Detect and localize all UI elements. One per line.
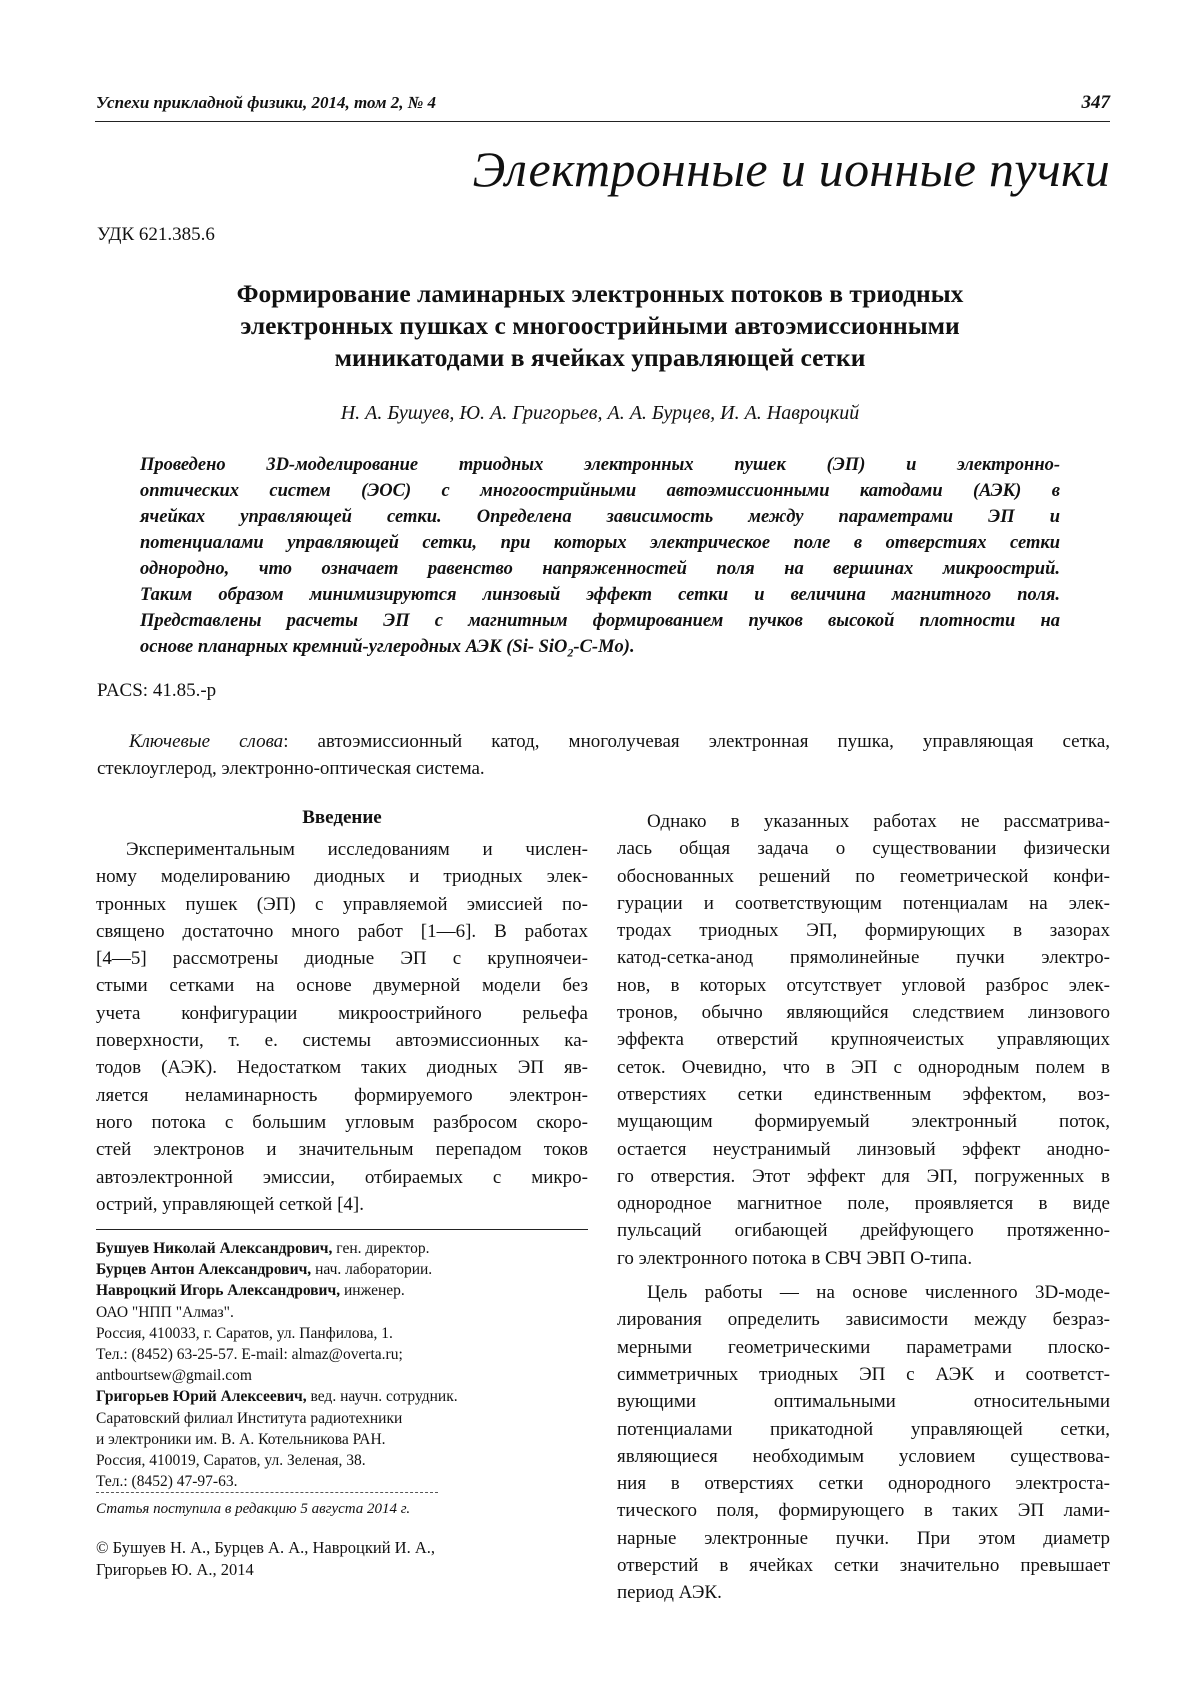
left-column — [96, 808, 588, 1218]
abstract-line: основе планарных кремний-углеродных АЭК (Si- SiO$_2$-C-Mo). — [140, 637, 635, 660]
body-line: катод-сетка-анод прямолинейные пучки электро- — [617, 947, 1110, 969]
body-line: автоэлектронной эмиссии, отбираемых с микро- — [96, 1166, 588, 1188]
body-line: тродах триодных ЭП, формирующих в зазорах — [617, 920, 1110, 942]
pacs-code: PACS: 41.85.-p — [97, 680, 217, 701]
body-line: мущающим формируемый электронный поток, — [617, 1111, 1110, 1133]
body-line: потенциалами прикатодной управляющей сетки, — [617, 1418, 1110, 1440]
abstract-line: однородно, что означает равенство напряженностей поля на вершинах микроострий. — [140, 559, 1060, 579]
body-line: ляется неламинарность формируемого электрон- — [96, 1084, 588, 1106]
abstract-line: потенциалами управляющей сетки, при которых электрическое поле в отверстиях сетки — [140, 533, 1060, 553]
body-line: остается неустранимый линзовый эффект анодно- — [617, 1138, 1110, 1160]
body-line: ному моделированию диодных и триодных элек- — [96, 866, 588, 888]
udk-code: УДК 621.385.6 — [97, 224, 215, 245]
authors: Н. А. Бушуев, Ю. А. Григорьев, А. А. Бурцев, И. А. Навроцкий — [340, 402, 860, 424]
abstract-line: Представлены расчеты ЭП с магнитным формированием пучков высокой плотности на — [140, 611, 1060, 631]
intro-heading: Введение — [302, 807, 382, 828]
body-line: являющиеся необходимым условием существова- — [617, 1445, 1110, 1467]
body-line: го электронного потока в СВЧ ЭВП О-типа. — [617, 1247, 973, 1269]
abstract-line: ячейках управляющей сетки. Определена зависимость между параметрами ЭП и — [140, 507, 1060, 527]
body-line: отверстий в ячейках сетки значительно превышает — [617, 1555, 1110, 1577]
body-line: священо достаточно много работ [1—6]. В работах — [96, 920, 588, 942]
received-divider — [96, 1492, 438, 1493]
section-title: Электронные и ионные пучки — [472, 141, 1110, 197]
footnote-rule — [96, 1229, 588, 1230]
body-line: вующими оптимальными относительными — [617, 1391, 1110, 1413]
body-line: гурации и соответствующим потенциалам на элек- — [617, 892, 1110, 914]
received-date: Статья поступила в редакцию 5 августа 2014 г. — [96, 1501, 411, 1517]
body-line: Цель работы — на основе численного 3D-моде- — [647, 1282, 1110, 1304]
abstract — [140, 452, 1060, 666]
body-line: Экспериментальным исследованиям и числен- — [126, 839, 588, 860]
body-line: период АЭК. — [617, 1582, 722, 1604]
right-column — [617, 808, 1110, 1607]
abstract-line: оптических систем (ЭОС) с многоострийными автоэмиссионными катодами (АЭК) в — [140, 481, 1060, 501]
body-line: обоснованных решений по геометрической конфи- — [617, 865, 1110, 887]
body-line: тронных пушек (ЭП) с управляемой эмиссией по- — [96, 893, 588, 915]
title-line: Формирование ламинарных электронных потоков в триодных — [236, 279, 964, 308]
body-line: пульсаций огибающей дрейфующего протяженно- — [617, 1220, 1110, 1242]
body-line: учета конфигурации микроострийного рельефа — [96, 1002, 588, 1024]
title-line: миникатодами в ячейках управляющей сетки — [334, 343, 866, 372]
abstract-line: Таким образом минимизируются линзовый эффект сетки и величина магнитного поля. — [140, 585, 1060, 605]
body-line: отверстиях сетки единственным эффектом, воз- — [617, 1083, 1110, 1105]
journal-header: Успехи прикладной физики, 2014, том 2, № 4 — [96, 93, 437, 112]
copyright: © Бушуев Н. А., Бурцев А. А., Навроцкий И. А., Григорьев Ю. А., 2014 — [96, 1538, 435, 1579]
body-line: поверхности, т. е. системы автоэмиссионных ка- — [96, 1030, 588, 1052]
title-line: электронных пушках с многоострийными автоэмиссионными — [240, 311, 960, 340]
body-line: нарные электронные пучки. При этом диаметр — [617, 1527, 1110, 1549]
body-line: го отверстия. Этот эффект для ЭП, погруженных в — [617, 1165, 1110, 1187]
body-line: однородное магнитное поле, проявляется в виде — [617, 1193, 1110, 1215]
abstract-line: Проведено 3D-моделирование триодных электронных пушек (ЭП) и электронно- — [140, 455, 1060, 475]
keywords-label: Ключевые слова — [129, 731, 284, 752]
article-title — [100, 278, 1100, 374]
body-line: Однако в указанных работах не рассматрива- — [647, 811, 1110, 832]
keywords: Ключевые слова: автоэмиссионный катод, многолучевая электронная пушка, управляющая сетка, стеклоуглерод, электронно-оптическая система. — [97, 731, 1111, 779]
body-line: ния в отверстиях сетки однородного электроста- — [617, 1473, 1110, 1495]
body-line: эффекта отверстий крупноячеистых управляющих — [617, 1029, 1110, 1051]
body-line: стыми сетками на основе двумерной модели без — [96, 975, 588, 997]
body-line: острий, управляющей сеткой [4]. — [96, 1193, 364, 1215]
body-line: тического поля, формирующего в таких ЭП лами- — [617, 1500, 1110, 1522]
body-line: тронов, обычно являющийся следствием линзового — [617, 1002, 1110, 1024]
body-line: [4—5] рассмотрены диодные ЭП с крупноячеи- — [96, 948, 588, 970]
body-line: лась общая задача о существовании физически — [617, 838, 1110, 860]
body-line: нов, в которых отсутствует угловой разброс элек- — [617, 974, 1110, 996]
body-line: симметричных триодных ЭП с АЭК и соответст- — [617, 1363, 1110, 1385]
body-line: стей электронов и значительным перепадом токов — [96, 1139, 588, 1161]
header-rule — [95, 121, 1110, 122]
body-line: мерными геометрическими параметрами плоско- — [617, 1336, 1110, 1358]
body-line: тодов (АЭК). Недостатком таких диодных ЭП яв- — [96, 1057, 588, 1079]
author-footnote: Бушуев Николай Александрович, ген. директор. Бурцев Антон Александрович, нач. лаборатории. Навроцкий Игорь Александрович, инженер. ОАО "НПП "Алмаз". Россия, 410033, г. Саратов, ул. Панфилова, 1. Тел.: (8452) 63-25-57. E-mail: almaz@overta.ru; antbourtsew@gmail.com Григорьев Юрий Алексеевич, вед. научн. сотрудник. Саратовский филиал Института радиотехники и электроники им. В. А. Котельникова РАН. Россия, 410019, Саратов, ул. Зеленая, 38. Тел.: (8452) 47-97-63. — [96, 1240, 458, 1491]
body-line: сеток. Очевидно, что в ЭП с однородным полем в — [617, 1056, 1110, 1078]
body-line: ного потока с большим угловым разбросом скоро- — [96, 1111, 588, 1133]
page-number: 347 — [1081, 92, 1110, 113]
body-line: лирования определить зависимости между безраз- — [617, 1309, 1110, 1331]
